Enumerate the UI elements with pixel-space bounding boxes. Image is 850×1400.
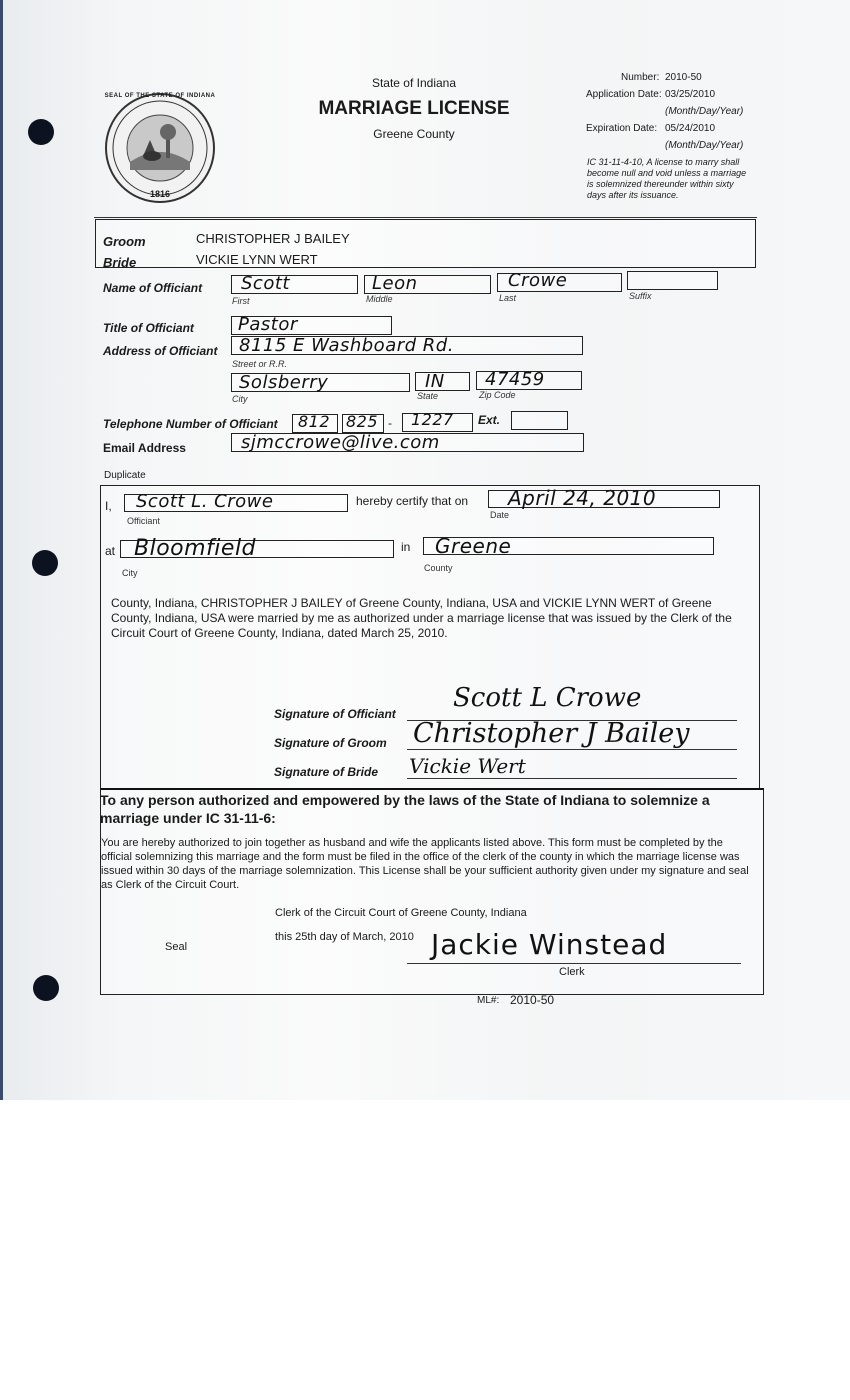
clerk-court: Clerk of the Circuit Court of Greene County, Indiana bbox=[275, 907, 527, 919]
sig-groom: Christopher J Bailey bbox=[413, 718, 690, 749]
at-label: at bbox=[105, 544, 116, 558]
officiant-state: IN bbox=[425, 371, 445, 392]
certify-text: hereby certify that on bbox=[356, 494, 469, 508]
authorization-body: You are hereby authorized to join together as husband and wife the applicants listed above. This form must be completed by the official solemnizing this marriage and the form must be filed in the office of the clerk of the county in which the marriage license was issued within 30 days of the marriage solemnization. This License shall be your sufficient authority given under my signature and seal as Clerk of the Circuit Court. bbox=[101, 837, 749, 891]
number-label: Number: bbox=[621, 72, 660, 83]
phone-line: 1227 bbox=[411, 410, 454, 429]
authorization-heading: To any person authorized and empowered by the laws of the State of Indiana to solemnize a marriage under IC 31-11-6: bbox=[100, 792, 710, 826]
binder-hole-bottom bbox=[33, 975, 59, 1001]
officiant-street: 8115 E Washboard Rd. bbox=[239, 335, 454, 356]
application-date-format: (Month/Day/Year) bbox=[665, 106, 744, 117]
sig-bride: Vickie Wert bbox=[409, 754, 526, 778]
state-sublabel: State bbox=[417, 391, 439, 401]
header-rule bbox=[94, 217, 757, 218]
expiration-date-label: Expiration Date: bbox=[586, 123, 658, 134]
expiration-date-format: (Month/Day/Year) bbox=[665, 140, 744, 151]
ext-field bbox=[511, 411, 568, 430]
middle-sublabel: Middle bbox=[366, 294, 393, 304]
city-sublabel: City bbox=[232, 394, 248, 404]
bride-label: Bride bbox=[103, 255, 137, 270]
suffix-sublabel: Suffix bbox=[629, 291, 652, 301]
application-date: 03/25/2010 bbox=[665, 89, 716, 100]
cert-county: Greene bbox=[435, 534, 512, 558]
officiant-middle: Leon bbox=[372, 273, 418, 294]
cert-date-sublabel: Date bbox=[490, 510, 510, 520]
groom-label: Groom bbox=[103, 234, 146, 249]
bride-name: VICKIE LYNN WERT bbox=[196, 252, 318, 267]
groom-name: CHRISTOPHER J BAILEY bbox=[196, 231, 350, 246]
i-label: I, bbox=[105, 499, 112, 513]
statute-note: IC 31-11-4-10, A license to marry shall become null and void unless a marriage is solemnized thereunder within sixty days after its issuance. bbox=[587, 157, 747, 200]
license-number: 2010-50 bbox=[665, 72, 702, 83]
sig-officiant: Scott L Crowe bbox=[453, 683, 642, 713]
ml-number: 2010-50 bbox=[510, 993, 555, 1007]
clerk-sig-line bbox=[407, 963, 741, 964]
binder-hole-middle bbox=[32, 550, 58, 576]
officiant-title: Pastor bbox=[238, 314, 298, 335]
officiant-address-label: Address of Officiant bbox=[103, 344, 218, 358]
clerk-signature: Jackie Winstead bbox=[431, 928, 668, 961]
ml-label: ML#: bbox=[477, 995, 500, 1006]
in-label: in bbox=[401, 540, 411, 554]
phone-dash: - bbox=[388, 416, 392, 430]
cert-officiant-sublabel: Officiant bbox=[127, 516, 160, 526]
sig-groom-line bbox=[407, 749, 737, 750]
couple-box bbox=[95, 219, 756, 268]
first-sublabel: First bbox=[232, 296, 250, 306]
email-label: Email Address bbox=[103, 441, 186, 455]
seal-year: 1816 bbox=[149, 189, 171, 199]
sig-bride-label: Signature of Bride bbox=[274, 765, 379, 779]
officiant-phone-label: Telephone Number of Officiant bbox=[103, 417, 278, 431]
cert-city: Bloomfield bbox=[134, 536, 257, 561]
clerk-dated: this 25th day of March, 2010 bbox=[275, 931, 414, 943]
sig-groom-label: Signature of Groom bbox=[274, 736, 387, 750]
officiant-zip: 47459 bbox=[485, 369, 545, 390]
phone-area: 812 bbox=[298, 412, 331, 431]
county-name: Greene County bbox=[373, 127, 455, 141]
clerk-label: Clerk bbox=[559, 966, 585, 978]
officiant-title-label: Title of Officiant bbox=[103, 321, 194, 335]
expiration-date: 05/24/2010 bbox=[665, 123, 716, 134]
application-date-label: Application Date: bbox=[586, 89, 662, 100]
officiant-name-label: Name of Officiant bbox=[103, 281, 203, 295]
officiant-suffix-field bbox=[627, 271, 718, 290]
cert-city-sublabel: City bbox=[122, 568, 138, 578]
officiant-city: Solsberry bbox=[239, 372, 329, 393]
binder-hole-top bbox=[28, 119, 54, 145]
state-name: State of Indiana bbox=[371, 76, 457, 90]
cert-county-sublabel: County bbox=[424, 563, 453, 573]
seal-text: SEAL OF THE STATE OF INDIANA bbox=[104, 93, 216, 99]
last-sublabel: Last bbox=[499, 293, 517, 303]
state-seal bbox=[104, 92, 216, 204]
sig-bride-line bbox=[407, 778, 737, 779]
duplicate-label: Duplicate bbox=[104, 470, 146, 481]
cert-date: April 24, 2010 bbox=[508, 486, 657, 510]
officiant-last: Crowe bbox=[508, 270, 568, 291]
zip-sublabel: Zip Code bbox=[479, 390, 516, 400]
phone-prefix: 825 bbox=[346, 412, 379, 431]
officiant-first: Scott bbox=[241, 273, 290, 294]
seal-label: Seal bbox=[165, 941, 188, 953]
license-title: MARRIAGE LICENSE bbox=[318, 98, 510, 119]
street-sublabel: Street or R.R. bbox=[232, 359, 288, 369]
sig-officiant-label: Signature of Officiant bbox=[274, 707, 396, 721]
email-value: sjmccrowe@live.com bbox=[241, 432, 440, 453]
cert-officiant-name: Scott L. Crowe bbox=[136, 491, 274, 512]
ext-label: Ext. bbox=[478, 413, 501, 427]
certificate-body: County, Indiana, CHRISTOPHER J BAILEY of Greene County, Indiana, USA and VICKIE LYNN WERT of Greene County, Indiana, USA were married by me as authorized under a marriage license that was issued by the Clerk of the Circuit Court of Greene County, Indiana, dated March 25, 2010. bbox=[111, 596, 732, 640]
